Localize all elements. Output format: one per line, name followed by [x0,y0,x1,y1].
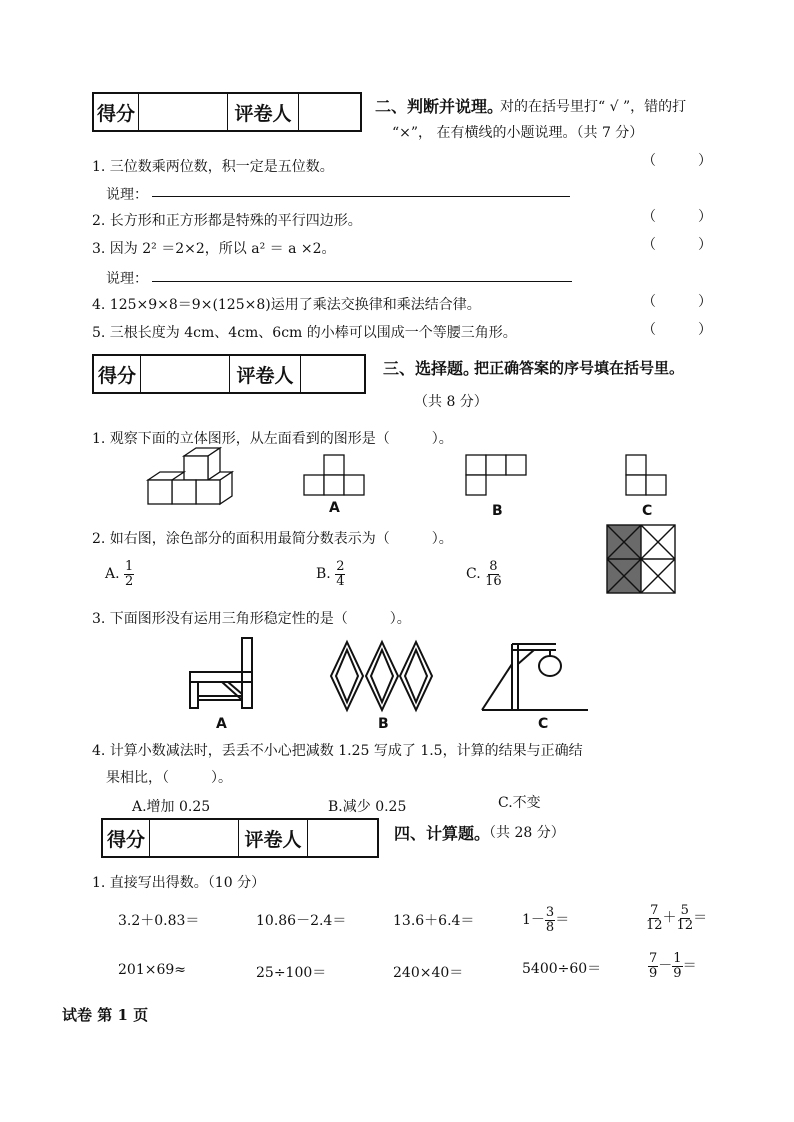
fraction [485,560,502,588]
numerator: 8 [489,559,498,574]
score-label: 得分 [94,356,141,392]
score-box-section4 [101,818,379,858]
explain-label-3: 说理： [106,271,148,287]
fraction [677,904,694,932]
calc-item-9: 5400÷60＝ [522,961,602,977]
q4-option-c[interactable]: C.不变 [498,795,541,811]
q3-option-a-label[interactable]: A [216,716,227,732]
judge-item-1: 1. 三位数乘两位数，积一定是五位数。 [92,159,334,175]
denominator: 2 [125,573,134,589]
q3-option-c-label[interactable]: C [538,716,549,732]
q4-option-a[interactable]: A.增加 0.25 [132,799,211,815]
shaded-grid-figure [606,524,676,594]
grader-label: 评卷人 [230,356,301,392]
numerator: 2 [336,559,345,574]
operator: ＋ [662,910,677,927]
judge-item-3: 3. 因为 2² ＝2×2，所以 a² ＝ a ×2。 [92,241,336,257]
grader-cell[interactable] [299,94,360,130]
section2-title: 二、判断并说理。 [375,97,504,116]
option-letter: B. [316,566,331,583]
page-footer: 试卷 第 1 页 [62,1006,149,1024]
q3-option-b-label[interactable]: B [378,716,389,732]
answer-paren-2[interactable]: （ ） [642,209,712,225]
section3-instructions: 把正确答案的序号填在括号里。 [474,359,685,377]
choice-q1: 1. 观察下面的立体图形，从左面看到的图形是（ ）。 [92,431,453,447]
q4-option-b[interactable]: B.减少 0.25 [328,799,407,815]
denominator: 4 [336,573,345,589]
choice-q3: 3. 下面图形没有运用三角形稳定性的是（ ）。 [92,611,411,627]
calc-item-3: 13.6＋6.4＝ [393,913,475,929]
section2-instructions-1: 对的在括号里打“ √ ”，错的打 [500,99,687,115]
explain-line-3[interactable] [152,281,572,282]
view-option-b-figure [465,454,529,496]
fraction [545,906,555,934]
calc-item-1: 3.2＋0.83＝ [118,913,200,929]
answer-paren-3[interactable]: （ ） [642,237,712,253]
grader-cell[interactable] [301,356,364,392]
judge-item-2: 2. 长方形和正方形都是特殊的平行四边形。 [92,213,362,229]
expr-suffix: ＝ [693,910,708,927]
answer-paren-5[interactable]: （ ） [642,322,712,338]
fraction [648,952,658,980]
expr-suffix: ＝ [555,912,570,929]
answer-paren-1[interactable]: （ ） [642,153,712,169]
cube-solid-figure [140,444,240,504]
option-c-label[interactable]: C [642,503,653,519]
section4-title: 四、计算题。 [394,824,491,843]
view-option-a-figure [304,454,366,496]
section4-points: （共 28 分） [482,825,565,841]
explain-label-1: 说理： [106,187,148,203]
option-letter: A. [105,566,120,583]
section3-points: （共 8 分） [414,394,488,410]
choice-q4-line1: 4. 计算小数减法时，丢丢不小心把减数 1.25 写成了 1.5，计算的结果与正确结 [92,743,583,759]
numerator: 1 [673,951,682,966]
numerator: 7 [649,951,658,966]
denominator: 16 [485,573,502,589]
numerator: 7 [650,903,659,918]
grader-cell[interactable] [308,820,377,856]
option-a-label[interactable]: A [329,500,340,516]
calc-item-8: 240×40＝ [393,965,464,981]
q2-option-c[interactable] [466,560,502,588]
explain-line-1[interactable] [152,196,570,197]
score-box-section2 [92,92,362,132]
expr-prefix: 1－ [522,912,545,929]
diamond-lattice-figure [330,640,434,712]
option-letter: C. [466,566,481,583]
fraction [335,560,345,588]
section3-title: 三、选择题。 [383,359,480,378]
grader-label: 评卷人 [239,820,308,856]
calc-item-7: 25÷100＝ [256,965,327,981]
calc-item-4 [522,906,569,934]
score-cell[interactable] [150,820,239,856]
denominator: 8 [545,919,555,935]
section2-instructions-2: “×”， 在有横线的小题说理。（共 7 分） [392,125,644,141]
numerator: 5 [680,903,689,918]
calc-q1: 1. 直接写出得数。（10 分） [92,875,266,891]
fraction [646,904,663,932]
score-cell[interactable] [139,94,228,130]
denominator: 9 [673,965,682,981]
numerator: 1 [125,559,134,574]
score-box-section3 [92,354,366,394]
judge-item-4: 4. 125×9×8＝9×(125×8)运用了乘法交换律和乘法结合律。 [92,297,481,313]
expr-suffix: ＝ [682,958,697,975]
calc-item-6: 201×69≈ [118,962,186,978]
score-label: 得分 [103,820,150,856]
fraction [124,560,134,588]
q2-option-b[interactable] [316,560,345,588]
calc-item-2: 10.86－2.4＝ [256,913,347,929]
judge-item-5: 5. 三根长度为 4cm、4cm、6cm 的小棒可以围成一个等腰三角形。 [92,325,517,341]
option-b-label[interactable]: B [492,503,503,519]
fraction [672,952,682,980]
choice-q4-line2: 果相比，（ ）。 [106,770,232,786]
calc-item-10 [648,952,697,980]
q2-option-a[interactable] [105,560,134,588]
view-option-c-figure [625,454,671,496]
score-label: 得分 [94,94,139,130]
denominator: 12 [646,917,663,933]
denominator: 9 [649,965,658,981]
grader-label: 评卷人 [228,94,299,130]
hanging-stand-figure [480,640,590,714]
score-cell[interactable] [141,356,230,392]
denominator: 12 [676,917,694,933]
operator: － [658,958,673,975]
answer-paren-4[interactable]: （ ） [642,294,712,310]
chair-figure [186,636,262,712]
numerator: 3 [545,905,555,920]
calc-item-5 [646,904,707,932]
choice-q2: 2. 如右图，涂色部分的面积用最简分数表示为（ ）。 [92,531,453,547]
